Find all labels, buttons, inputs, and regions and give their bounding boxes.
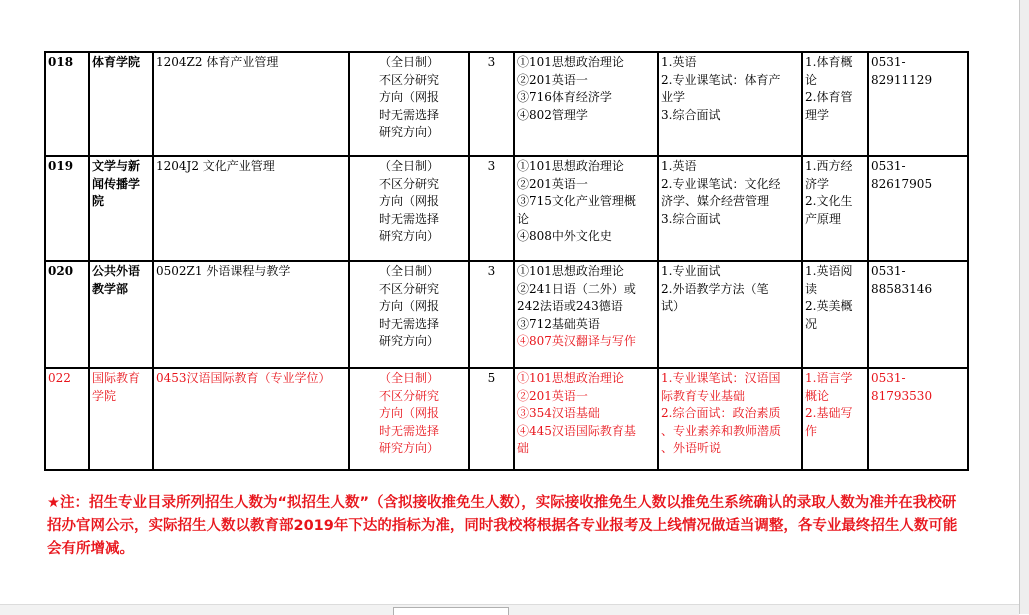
table-row — [45, 261, 968, 368]
additional-exam: 1.西方经 济学 2.文化生 产原理 — [802, 156, 868, 261]
contact-phone: 0531-81793530 — [868, 368, 968, 470]
exam-subjects: ①101思想政治理论 ②241日语（二外）或 242法语或243德语 ③712基础英语 ④807英汉翻译与写作 — [514, 261, 658, 368]
vertical-scrollbar[interactable] — [1019, 0, 1029, 614]
retest-subjects: 1.英语 2.专业课笔试：体育产 业学 3.综合面试 — [658, 52, 802, 156]
footnote: ★注：招生专业目录所列招生人数为“拟招生人数”（含拟接收推免生人数），实际接收推免生人数以推免生系统确认的录取人数为准并在我校研招办官网公示，实际招生人数以教育部2019年下达的指标为准，同时我校将根据各专业报考及上线情况做适当调整，各专业最终招生人数可能会有所增减。 — [47, 495, 958, 557]
table-row — [45, 156, 968, 261]
major-name: 1204Z2 体育产业管理 — [153, 52, 349, 156]
retest-subjects: 1.专业课笔试：汉语国 际教育专业基础 2.综合面试：政治素质 、专业素养和教师潜质 、外语听说 — [658, 368, 802, 470]
major-name: 0502Z1 外语课程与教学 — [153, 261, 349, 368]
college-name: 体育学院 — [89, 52, 153, 156]
college-name: 文学与新 闻传播学 院 — [89, 156, 153, 261]
college-name: 公共外语 教学部 — [89, 261, 153, 368]
contact-phone: 0531-82911129 — [868, 52, 968, 156]
enrollment-count: 5 — [469, 368, 514, 470]
major-name: 0453汉语国际教育（专业学位） — [153, 368, 349, 470]
horizontal-scrollbar[interactable] — [0, 604, 1019, 615]
contact-phone: 0531-82617905 — [868, 156, 968, 261]
study-mode: （全日制） 不区分研究 方向（网报 时无需选择 研究方向） — [349, 156, 469, 261]
college-code: 022 — [45, 368, 89, 470]
college-code: 019 — [45, 156, 89, 261]
exam-subjects: ①101思想政治理论 ②201英语一 ③715文化产业管理概 论 ④808中外文化史 — [514, 156, 658, 261]
retest-subjects: 1.英语 2.专业课笔试：文化经 济学、媒介经营管理 3.综合面试 — [658, 156, 802, 261]
contact-phone: 0531-88583146 — [868, 261, 968, 368]
table-row — [45, 52, 968, 156]
enrollment-count: 3 — [469, 156, 514, 261]
college-code: 018 — [45, 52, 89, 156]
enrollment-count: 3 — [469, 261, 514, 368]
additional-exam: 1.英语阅 读 2.英美概 况 — [802, 261, 868, 368]
major-name: 1204J2 文化产业管理 — [153, 156, 349, 261]
retest-subjects: 1.专业面试 2.外语教学方法（笔 试） — [658, 261, 802, 368]
table-row — [45, 368, 968, 470]
additional-exam: 1.体育概 论 2.体育管 理学 — [802, 52, 868, 156]
additional-exam: 1.语言学 概论 2.基础写 作 — [802, 368, 868, 470]
exam-subjects: ①101思想政治理论 ②201英语一 ③354汉语基础 ④445汉语国际教育基 础 — [514, 368, 658, 470]
enrollment-count: 3 — [469, 52, 514, 156]
exam-subjects: ①101思想政治理论 ②201英语一 ③716体育经济学 ④802管理学 — [514, 52, 658, 156]
study-mode: （全日制） 不区分研究 方向（网报 时无需选择 研究方向） — [349, 261, 469, 368]
study-mode: （全日制） 不区分研究 方向（网报 时无需选择 研究方向） — [349, 368, 469, 470]
college-name: 国际教育 学院 — [89, 368, 153, 470]
admissions-table — [44, 51, 969, 471]
college-code: 020 — [45, 261, 89, 368]
study-mode: （全日制） 不区分研究 方向（网报 时无需选择 研究方向） — [349, 52, 469, 156]
